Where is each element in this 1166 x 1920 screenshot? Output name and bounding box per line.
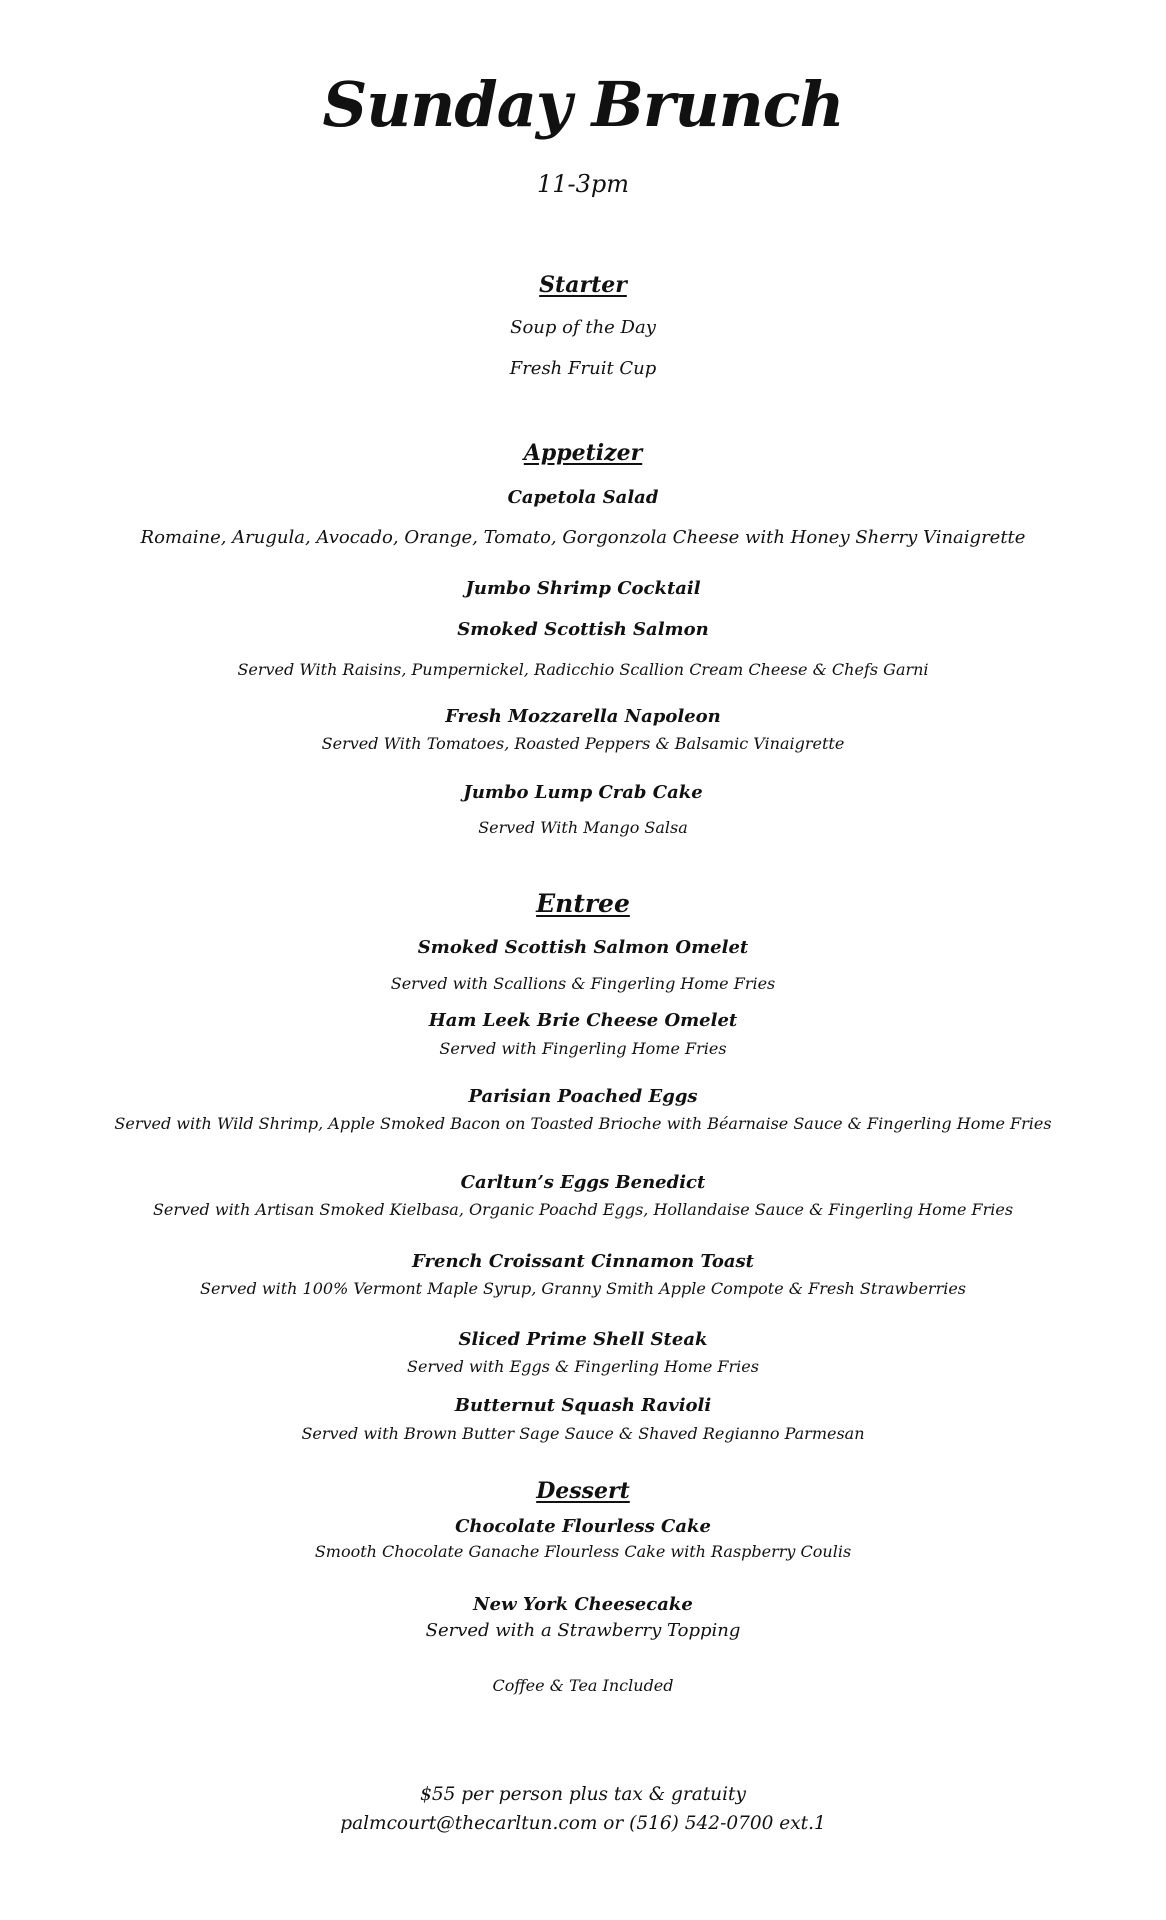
menu-hours: 11-3pm [536, 170, 630, 198]
appetizer-dish-name: Jumbo Shrimp Cocktail [465, 578, 701, 599]
section-heading-entree: Entree [536, 889, 630, 918]
appetizer-dish-description: Served With Mango Salsa [478, 818, 688, 837]
section-heading-appetizer: Appetizer [523, 440, 643, 466]
entree-dish-name: Carltun’s Eggs Benedict [460, 1172, 706, 1193]
entree-dish-name: Butternut Squash Ravioli [454, 1395, 712, 1416]
section-heading-starter: Starter [539, 272, 627, 298]
price-line: $55 per person plus tax & gratuity [420, 1784, 746, 1805]
entree-dish-name: Smoked Scottish Salmon Omelet [417, 937, 749, 958]
appetizer-dish-description: Romaine, Arugula, Avocado, Orange, Tomato, Gorgonzola Cheese with Honey Sherry Vinaigrette [140, 527, 1026, 548]
contact-line: palmcourt@thecarltun.com or (516) 542-0700 ext.1 [340, 1813, 826, 1834]
section-heading-dessert: Dessert [536, 1478, 630, 1504]
starter-item: Soup of the Day [510, 317, 656, 338]
entree-dish-description: Served with 100% Vermont Maple Syrup, Granny Smith Apple Compote & Fresh Strawberries [199, 1279, 967, 1298]
appetizer-dish-name: Capetola Salad [507, 487, 659, 508]
entree-dish-description: Served with Eggs & Fingerling Home Fries [407, 1357, 759, 1376]
starter-item: Fresh Fruit Cup [509, 358, 657, 379]
entree-dish-name: Sliced Prime Shell Steak [458, 1329, 708, 1350]
menu-title: Sunday Brunch [322, 68, 844, 141]
appetizer-dish-name: Smoked Scottish Salmon [457, 619, 709, 640]
entree-dish-description: Served with Brown Butter Sage Sauce & Shaved Regianno Parmesan [301, 1424, 865, 1443]
entree-dish-description: Served with Scallions & Fingerling Home Fries [390, 974, 776, 993]
entree-dish-name: Ham Leek Brie Cheese Omelet [428, 1010, 738, 1031]
appetizer-dish-description: Served With Raisins, Pumpernickel, Radicchio Scallion Cream Cheese & Chefs Garni [237, 660, 929, 679]
appetizer-dish-name: Jumbo Lump Crab Cake [463, 782, 703, 803]
appetizer-dish-description: Served With Tomatoes, Roasted Peppers & Balsamic Vinaigrette [321, 734, 845, 753]
dessert-dish-description: Smooth Chocolate Ganache Flourless Cake with Raspberry Coulis [314, 1542, 852, 1561]
entree-dish-description: Served with Wild Shrimp, Apple Smoked Bacon on Toasted Brioche with Béarnaise Sauce & Fingerling Home Fries [114, 1114, 1052, 1133]
coffee-tea-note: Coffee & Tea Included [492, 1676, 674, 1695]
appetizer-dish-name: Fresh Mozzarella Napoleon [445, 706, 721, 727]
entree-dish-description: Served with Artisan Smoked Kielbasa, Organic Poachd Eggs, Hollandaise Sauce & Fingerling Home Fries [152, 1200, 1014, 1219]
entree-dish-name: French Croissant Cinnamon Toast [412, 1251, 754, 1272]
entree-dish-name: Parisian Poached Eggs [468, 1086, 698, 1107]
entree-dish-description: Served with Fingerling Home Fries [439, 1039, 727, 1058]
dessert-dish-name: Chocolate Flourless Cake [455, 1516, 711, 1537]
dessert-dish-description: Served with a Strawberry Topping [425, 1620, 741, 1641]
dessert-dish-name: New York Cheesecake [473, 1594, 693, 1615]
